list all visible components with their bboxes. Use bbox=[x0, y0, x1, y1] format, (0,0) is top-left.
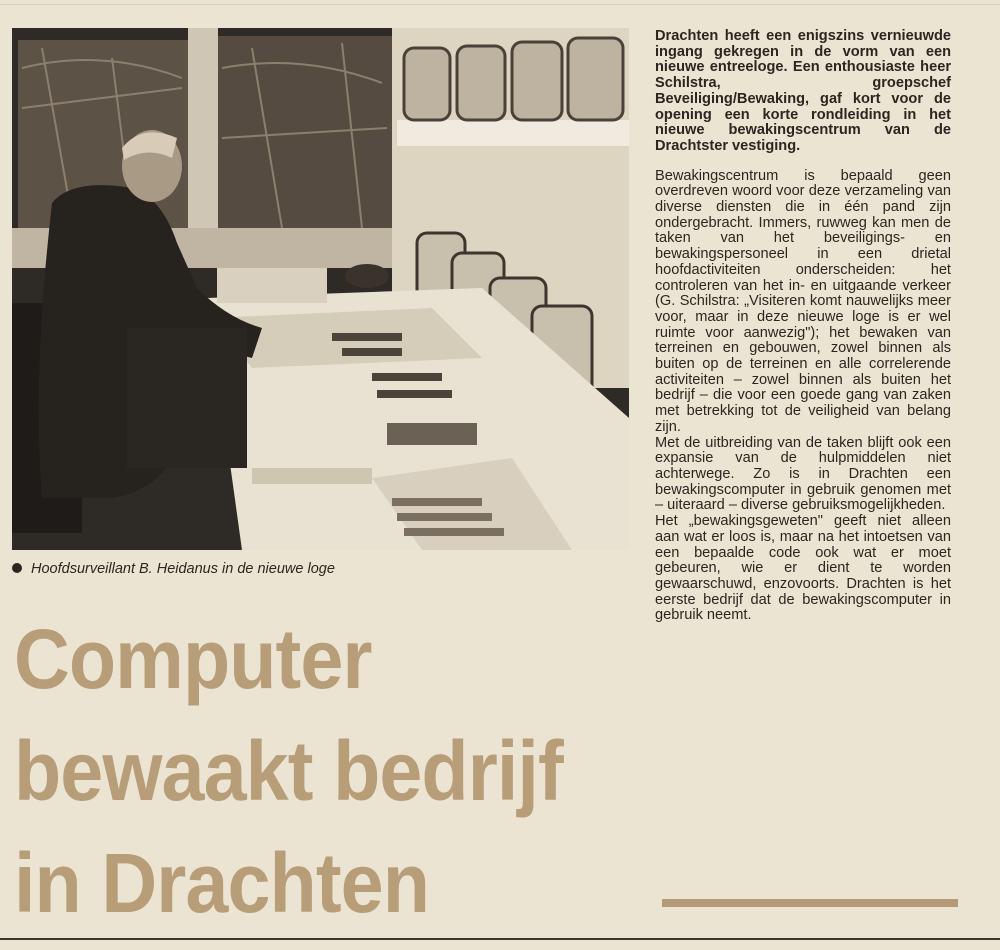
photo-caption bbox=[12, 561, 629, 577]
headline-line-1: Computer bbox=[14, 612, 372, 706]
article-body bbox=[655, 169, 951, 624]
headline-line-2: bewaakt bedrijf bbox=[14, 724, 563, 818]
article-paragraph-1: Bewakingscentrum is bepaald geen overdreven woord voor deze verzameling van diverse diensten die in één pand zijn ondergebracht. Immers, ruwweg kan men de taken van het beveiligings- en bewakingspersoneel in een drietal hoofdactiviteiten onderscheiden: het controleren van het in- en uitgaande verkeer (G. Schilstra: „Visiteren komt nauwelijks meer voor, maar in deze nieuwe loge is er wel ruimte voor aanwezig"); het bewaken van terreinen en gebouwen, zowel binnen als buiten op de terreinen en alle correlerende activiteiten – zowel binnen als buiten het bedrijf – die voor een goede gang van zaken met betrekking tot de veiligheid van belang zijn. bbox=[655, 167, 951, 435]
control-room-photo bbox=[12, 28, 629, 550]
article-column bbox=[655, 29, 951, 624]
article-paragraph-2: Met de uitbreiding van de taken blijft ook een expansie van de hulpmiddelen niet achterwege. Zo is in Drachten een bewakingscomputer in gebruik genomen met – uiteraard – diverse gebruiksmogelijkheden. bbox=[655, 434, 951, 514]
photo-caption-text: Hoofdsurveillant B. Heidanus in de nieuwe loge bbox=[31, 561, 335, 577]
article-lead: Drachten heeft een enigszins vernieuwde ingang gekregen in de vorm van een nieuwe entreeloge. Een enthousiaste heer Schilstra, groepschef Beveiliging/Bewaking, gaf kort voor de opening een korte rondleiding in het nieuwe bewakingscentrum van de Drachtster vestiging. bbox=[655, 28, 951, 154]
photo-control-room-icon bbox=[12, 28, 629, 550]
top-border-line bbox=[0, 4, 1000, 5]
headline-line-3: in Drachten bbox=[14, 836, 430, 930]
headline bbox=[14, 603, 584, 939]
bottom-border-line bbox=[0, 938, 1000, 940]
article-paragraph-3: Het „bewakingsgeweten" geeft niet alleen aan wat er loos is, maar na het intoetsen van een bepaalde code ook wat er moet gebeuren, wie er dient te worden gewaarschuwd, enzovoorts. Drachten is het eerste bedrijf dat de bewakingscomputer in gebruik neemt. bbox=[655, 513, 951, 624]
bullet-icon bbox=[12, 563, 22, 573]
column-end-rule bbox=[662, 899, 958, 907]
